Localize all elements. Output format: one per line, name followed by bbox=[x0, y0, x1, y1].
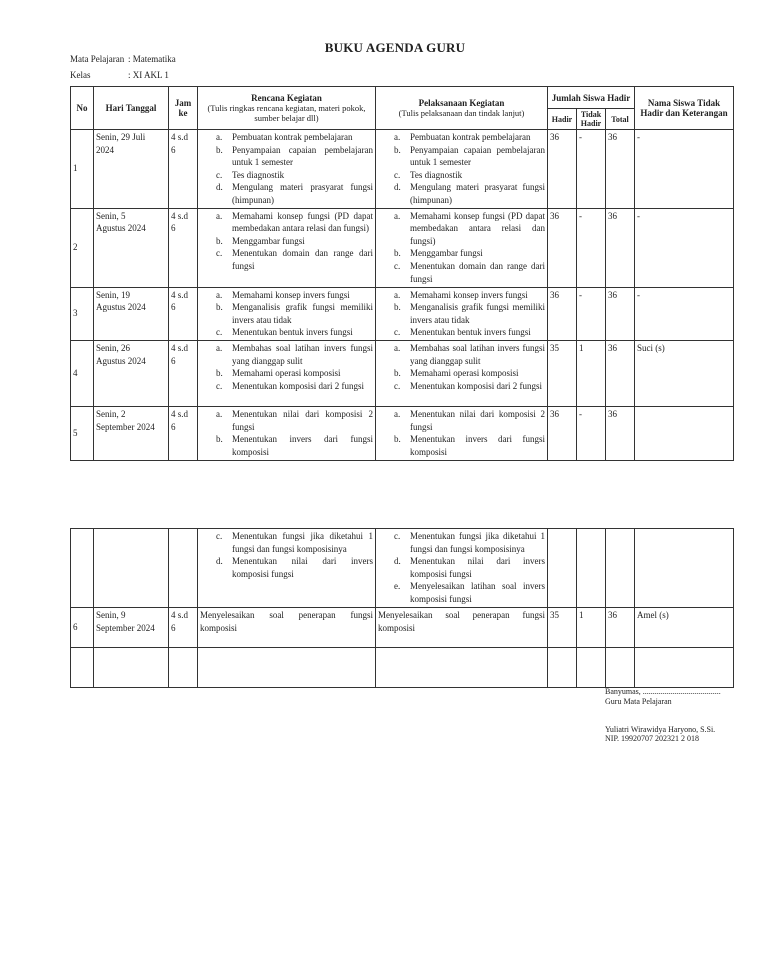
plan-cell bbox=[198, 130, 376, 209]
subject-line bbox=[70, 54, 176, 64]
activity-marker: b. bbox=[216, 302, 223, 313]
activity-marker: a. bbox=[394, 289, 401, 300]
table-row bbox=[71, 287, 734, 340]
activity-item bbox=[378, 301, 545, 326]
row-number: 6 bbox=[71, 608, 94, 648]
present-count: 35 bbox=[548, 340, 577, 406]
header-no: No bbox=[71, 87, 94, 130]
total-count: 36 bbox=[606, 608, 635, 648]
activity-item bbox=[378, 530, 545, 555]
class-label: Kelas bbox=[70, 70, 91, 80]
activity-item bbox=[378, 210, 545, 248]
activity-item bbox=[200, 530, 373, 555]
activity-marker: c. bbox=[394, 531, 401, 541]
header-hour: Jam ke bbox=[169, 87, 198, 130]
absent-count: - bbox=[577, 130, 606, 209]
activity-item bbox=[378, 555, 545, 580]
activity-marker: c. bbox=[394, 260, 401, 271]
agenda-table-main bbox=[70, 86, 734, 461]
activity-item bbox=[200, 235, 373, 248]
row-number: 2 bbox=[71, 208, 94, 287]
plan-cell: Menyelesaikan soal penerapan fungsi komposisi bbox=[198, 608, 376, 648]
row-hour-line1: 4 s.d bbox=[171, 289, 189, 300]
absent-count: - bbox=[577, 406, 606, 460]
activity-marker: c. bbox=[394, 327, 401, 338]
row-hour-line1: 4 s.d bbox=[171, 210, 189, 221]
class-value: : XI AKL 1 bbox=[128, 70, 169, 80]
row-date-line1: Senin, 29 Juli bbox=[96, 132, 146, 142]
activity-text: Penyampaian capaian pembelajaran untuk 1 semester bbox=[410, 144, 545, 168]
activity-item bbox=[378, 131, 545, 144]
row-date bbox=[94, 608, 169, 648]
plan-cell bbox=[198, 406, 376, 460]
activity-marker: b. bbox=[394, 248, 401, 259]
activity-text: Memahami konsep invers fungsi bbox=[232, 289, 350, 300]
activity-item bbox=[378, 367, 545, 380]
plan-list bbox=[200, 408, 373, 458]
implementation-cell bbox=[376, 287, 548, 340]
activity-item bbox=[200, 247, 373, 272]
present-count: 35 bbox=[548, 608, 577, 648]
activity-marker: a. bbox=[216, 132, 223, 142]
activity-text: Membahas soal latihan invers fungsi yang dianggap sulit bbox=[232, 342, 373, 366]
table-row bbox=[71, 608, 734, 648]
activity-item bbox=[378, 289, 545, 302]
subject-value: : Matematika bbox=[128, 54, 176, 64]
row-hour bbox=[169, 208, 198, 287]
activity-text: Menentukan komposisi dari 2 fungsi bbox=[232, 380, 364, 391]
activity-marker: c. bbox=[394, 380, 401, 391]
row-hour bbox=[169, 340, 198, 406]
activity-text: Menentukan fungsi jika diketahui 1 fungsi dan fungsi komposisinya bbox=[232, 531, 373, 554]
row-date-line2: Agustus 2024 bbox=[96, 355, 146, 366]
activity-text: Memahami konsep invers fungsi bbox=[410, 289, 528, 300]
absence-note: - bbox=[635, 287, 734, 340]
activity-text: Mengulang materi prasyarat fungsi (himpunan) bbox=[232, 182, 373, 205]
activity-marker: c. bbox=[216, 248, 223, 259]
activity-marker: d. bbox=[394, 182, 401, 193]
activity-marker: a. bbox=[216, 289, 223, 300]
plan-list bbox=[200, 530, 373, 580]
plan-cell bbox=[198, 208, 376, 287]
implementation-cell bbox=[376, 208, 548, 287]
activity-marker: b. bbox=[216, 235, 223, 246]
activity-item bbox=[200, 131, 373, 144]
activity-item bbox=[200, 367, 373, 380]
activity-marker: a. bbox=[394, 408, 401, 419]
table-row bbox=[71, 406, 734, 460]
total-count: 36 bbox=[606, 287, 635, 340]
activity-marker: b. bbox=[394, 368, 401, 379]
header-absent: Tidak Hadir bbox=[577, 109, 606, 130]
row-date-line1: Senin, 2 bbox=[96, 408, 126, 419]
row-date-line2: Agustus 2024 bbox=[96, 302, 146, 313]
row-date bbox=[94, 406, 169, 460]
activity-marker: d. bbox=[394, 556, 401, 567]
activity-item bbox=[378, 260, 545, 285]
row-date-line1: Senin, 19 bbox=[96, 289, 131, 300]
activity-text: Pembuatan kontrak pembelajaran bbox=[232, 132, 353, 142]
header-date: Hari Tanggal bbox=[94, 87, 169, 130]
header-notes: Nama Siswa Tidak Hadir dan Keterangan bbox=[635, 87, 734, 130]
row-date-line2: 2024 bbox=[96, 144, 114, 155]
activity-item bbox=[200, 342, 373, 367]
page-title: BUKU AGENDA GURU bbox=[324, 40, 466, 55]
table-row bbox=[71, 340, 734, 406]
activity-marker: c. bbox=[216, 169, 223, 180]
activity-text: Menggambar fungsi bbox=[232, 235, 305, 246]
plan-cell bbox=[198, 287, 376, 340]
row-date-line2: September 2024 bbox=[96, 622, 155, 633]
activity-text: Menentukan invers dari fungsi komposisi bbox=[232, 434, 373, 457]
activity-text: Menggambar fungsi bbox=[410, 248, 483, 259]
row-hour-line1: 4 s.d bbox=[171, 342, 189, 353]
implementation-cell: Menyelesaikan soal penerapan fungsi komposisi bbox=[376, 608, 548, 648]
header-implementation-sub: (Tulis pelaksanaan dan tindak lanjut) bbox=[398, 108, 525, 118]
activity-marker: b. bbox=[216, 368, 223, 379]
row-hour-line1: 4 s.d bbox=[171, 132, 189, 142]
row-date bbox=[94, 130, 169, 209]
activity-text: Menganalisis grafik fungsi memiliki invers atau tidak bbox=[232, 302, 373, 325]
header-total: Total bbox=[606, 109, 635, 130]
activity-text: Tes diagnostik bbox=[232, 169, 285, 180]
activity-text: Memahami konsep fungsi (PD dapat membedakan antara relasi dan fungsi) bbox=[410, 210, 545, 246]
activity-text: Menentukan domain dan range dari fungsi bbox=[410, 260, 545, 284]
row-hour-line2: 6 bbox=[171, 622, 176, 633]
absence-note: - bbox=[635, 130, 734, 209]
implementation-list bbox=[378, 408, 545, 458]
row-number: 4 bbox=[71, 340, 94, 406]
activity-text: Menentukan bentuk invers fungsi bbox=[232, 327, 353, 338]
header-plan bbox=[198, 87, 376, 130]
activity-text: Memahami konsep fungsi (PD dapat membedakan antara relasi dan fungsi) bbox=[232, 210, 373, 234]
activity-text: Menentukan komposisi dari 2 fungsi bbox=[410, 380, 542, 391]
total-count: 36 bbox=[606, 406, 635, 460]
activity-marker: b. bbox=[394, 434, 401, 445]
header-plan-title: Rencana Kegiatan bbox=[251, 93, 322, 103]
activity-text: Menentukan nilai dari komposisi 2 fungsi bbox=[232, 408, 373, 432]
implementation-cell bbox=[376, 406, 548, 460]
activity-item bbox=[378, 380, 545, 393]
subject-label: Mata Pelajaran bbox=[70, 54, 125, 64]
activity-text: Menyelesaikan latihan soal invers komposisi fungsi bbox=[410, 581, 545, 604]
plan-list bbox=[200, 289, 373, 339]
present-count: 36 bbox=[548, 130, 577, 209]
activity-text: Memahami operasi komposisi bbox=[410, 368, 519, 379]
activity-marker: a. bbox=[394, 210, 401, 221]
row-date bbox=[94, 287, 169, 340]
activity-item bbox=[200, 210, 373, 235]
row-hour-line1: 4 s.d bbox=[171, 408, 189, 419]
implementation-cell bbox=[376, 340, 548, 406]
table-row bbox=[71, 208, 734, 287]
header-present: Hadir bbox=[548, 109, 577, 130]
row-hour bbox=[169, 130, 198, 209]
activity-item bbox=[378, 181, 545, 206]
total-count: 36 bbox=[606, 130, 635, 209]
activity-marker: d. bbox=[216, 182, 223, 193]
activity-text: Menentukan domain dan range dari fungsi bbox=[232, 248, 373, 271]
activity-text: Tes diagnostik bbox=[410, 169, 463, 180]
activity-marker: a. bbox=[394, 132, 401, 142]
row-date bbox=[94, 208, 169, 287]
absence-note: - bbox=[635, 208, 734, 287]
activity-text: Menentukan nilai dari invers komposisi fungsi bbox=[410, 556, 545, 579]
implementation-cell bbox=[376, 529, 548, 608]
activity-item bbox=[200, 326, 373, 339]
signature-place: Banyumas, ....................................... bbox=[605, 687, 721, 696]
activity-text: Menentukan invers dari fungsi komposisi bbox=[410, 434, 545, 457]
plan-cell bbox=[198, 529, 376, 608]
activity-text: Mengulang materi prasyarat fungsi (himpunan) bbox=[410, 182, 545, 205]
activity-item bbox=[200, 433, 373, 458]
row-hour bbox=[169, 608, 198, 648]
class-line bbox=[70, 70, 169, 80]
activity-marker: b. bbox=[394, 302, 401, 313]
row-date-line2: September 2024 bbox=[96, 421, 155, 432]
activity-marker: a. bbox=[394, 342, 401, 353]
header-implementation bbox=[376, 87, 548, 130]
header-plan-sub: (Tulis ringkas rencana kegiatan, materi pokok, sumber belajar dll) bbox=[207, 103, 366, 123]
plan-list bbox=[200, 342, 373, 392]
activity-text: Menentukan fungsi jika diketahui 1 fungsi dan fungsi komposisinya bbox=[410, 531, 545, 554]
row-hour-line2: 6 bbox=[171, 421, 176, 432]
table-row bbox=[71, 529, 734, 608]
activity-text: Memahami operasi komposisi bbox=[232, 368, 341, 379]
implementation-list bbox=[378, 131, 545, 207]
activity-item bbox=[378, 433, 545, 458]
signature-nip: NIP. 19920707 202321 2 018 bbox=[605, 734, 700, 743]
row-date-line1: Senin, 26 bbox=[96, 342, 131, 353]
activity-text: Menentukan bentuk invers fungsi bbox=[410, 327, 531, 338]
activity-item bbox=[378, 342, 545, 367]
activity-item bbox=[200, 169, 373, 182]
absence-note: Amel (s) bbox=[635, 608, 734, 648]
present-count: 36 bbox=[548, 208, 577, 287]
activity-item bbox=[200, 380, 373, 393]
activity-item bbox=[378, 580, 545, 605]
activity-item bbox=[378, 247, 545, 260]
total-count: 36 bbox=[606, 340, 635, 406]
activity-marker: e. bbox=[394, 581, 401, 592]
activity-text: Pembuatan kontrak pembelajaran bbox=[410, 132, 531, 142]
activity-item bbox=[378, 144, 545, 169]
row-number: 3 bbox=[71, 287, 94, 340]
implementation-list bbox=[378, 210, 545, 286]
activity-marker: a. bbox=[216, 408, 223, 419]
activity-item bbox=[200, 555, 373, 580]
header-attendance: Jumlah Siswa Hadir bbox=[548, 87, 635, 109]
activity-item bbox=[378, 169, 545, 182]
implementation-list bbox=[378, 289, 545, 339]
row-hour-line1: 4 s.d bbox=[171, 610, 189, 620]
activity-marker: b. bbox=[216, 144, 223, 155]
activity-item bbox=[200, 144, 373, 169]
plan-list bbox=[200, 131, 373, 207]
present-count: 36 bbox=[548, 406, 577, 460]
activity-text: Menentukan nilai dari invers komposisi fungsi bbox=[232, 556, 373, 579]
activity-text: Menentukan nilai dari komposisi 2 fungsi bbox=[410, 408, 545, 432]
agenda-table-continued bbox=[70, 528, 734, 688]
activity-item bbox=[378, 408, 545, 433]
activity-marker: c. bbox=[216, 327, 223, 338]
activity-text: Penyampaian capaian pembelajaran untuk 1 semester bbox=[232, 144, 373, 168]
row-date-line2: Agustus 2024 bbox=[96, 223, 146, 234]
row-hour-line2: 6 bbox=[171, 302, 176, 313]
row-date-line1: Senin, 5 bbox=[96, 210, 126, 221]
activity-item bbox=[200, 301, 373, 326]
absent-count: - bbox=[577, 208, 606, 287]
agenda-rows bbox=[71, 130, 734, 461]
activity-marker: d. bbox=[216, 556, 223, 567]
activity-marker: c. bbox=[216, 380, 223, 391]
activity-item bbox=[200, 408, 373, 433]
activity-item bbox=[200, 289, 373, 302]
activity-marker: a. bbox=[216, 342, 223, 353]
activity-item bbox=[200, 181, 373, 206]
activity-marker: b. bbox=[394, 144, 401, 155]
row-date bbox=[94, 340, 169, 406]
row-number: 1 bbox=[71, 130, 94, 209]
row-number: 5 bbox=[71, 406, 94, 460]
absent-count: 1 bbox=[577, 608, 606, 648]
implementation-list bbox=[378, 530, 545, 606]
activity-text: Membahas soal latihan invers fungsi yang dianggap sulit bbox=[410, 342, 545, 366]
row-date-line1: Senin, 9 bbox=[96, 610, 126, 620]
activity-marker: c. bbox=[394, 169, 401, 180]
plan-list bbox=[200, 210, 373, 273]
row-hour-line2: 6 bbox=[171, 144, 176, 155]
activity-marker: a. bbox=[216, 210, 223, 221]
signature-role: Guru Mata Pelajaran bbox=[605, 697, 672, 706]
table-row-empty bbox=[71, 648, 734, 688]
row-hour-line2: 6 bbox=[171, 223, 176, 234]
total-count: 36 bbox=[606, 208, 635, 287]
row-hour-line2: 6 bbox=[171, 355, 176, 366]
activity-text: Menganalisis grafik fungsi memiliki invers atau tidak bbox=[410, 302, 545, 325]
implementation-cell bbox=[376, 130, 548, 209]
activity-marker: c. bbox=[216, 531, 223, 541]
signature-name: Yuliatri Wirawidya Haryono, S.Si. bbox=[605, 725, 716, 734]
absent-count: - bbox=[577, 287, 606, 340]
table-row bbox=[71, 130, 734, 209]
absent-count: 1 bbox=[577, 340, 606, 406]
row-hour bbox=[169, 287, 198, 340]
header-implementation-title: Pelaksanaan Kegiatan bbox=[418, 98, 505, 108]
plan-cell bbox=[198, 340, 376, 406]
absence-note: Suci (s) bbox=[635, 340, 734, 406]
activity-item bbox=[378, 326, 545, 339]
implementation-list bbox=[378, 342, 545, 392]
activity-marker: b. bbox=[216, 434, 223, 445]
present-count: 36 bbox=[548, 287, 577, 340]
absence-note bbox=[635, 406, 734, 460]
row-hour bbox=[169, 406, 198, 460]
